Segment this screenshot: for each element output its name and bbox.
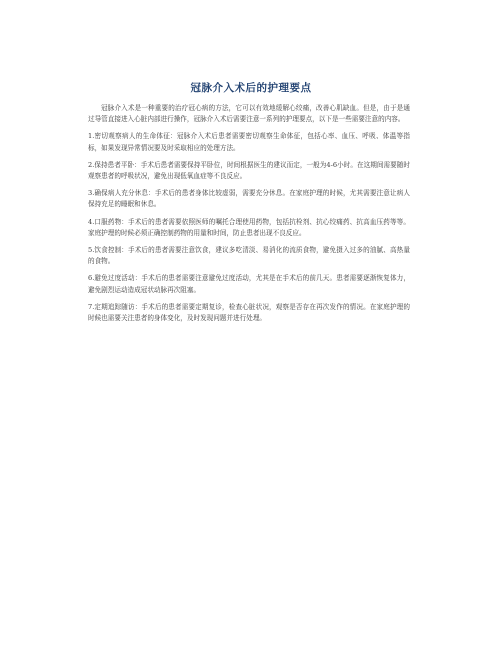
point-rest: 3.确保病人充分休息：手术后的患者身体比较虚弱，需要充分休息。在家庭护理的时候，尤其需要注意让病人保持充足的睡眠和休息。 [88,189,410,209]
point-diet: 5.饮食控制：手术后的患者需要注意饮食，建议多吃清淡、易消化的流质食物，避免摄入过多的油腻、高热量的食物。 [88,246,410,266]
point-lie-flat: 2.保持患者平卧：手术后患者需要保持平卧位，时间根据医生的建议而定，一般为4-6小时。在这期间需要随时观察患者的呼吸状况，避免出现低氧血症等不良反应。 [88,160,410,181]
page-title: 冠脉介入术后的护理要点 [190,82,312,94]
point-medication: 4.口服药物：手术后的患者需要依照医师的嘱托合理使用药物，包括抗栓剂、抗心绞痛药、抗高血压药等等。家庭护理的时候必须正确控制药物的用量和时间，防止患者出现不良反应。 [88,217,410,237]
point-follow-up: 7.定期追踪随访：手术后的患者需要定期复诊，检查心脏状况，观察是否存在再次发作的情况。在家庭护理的时候也需要关注患者的身体变化，及时发现问题并进行处理。 [88,302,410,323]
point-vital-signs: 1.密切观察病人的生命体征：冠脉介入术后患者需要密切观察生命体征，包括心率、血压、呼吸、体温等指标，如果发现异常情况要及时采取相应的处理方法。 [88,132,410,152]
document-body [88,103,410,330]
intro-paragraph: 冠脉介入术是一种重要的治疗冠心病的方法，它可以有效地缓解心绞痛，改善心肌缺血。但是，由于是通过导管直接进入心脏内部进行操作，冠脉介入术后需要注意一系列的护理要点，以下是一些需要注意的内容。 [88,104,410,124]
point-avoid-activity: 6.避免过度活动：手术后的患者需要注意避免过度活动，尤其是在手术后的前几天。患者需要逐渐恢复体力，避免剧烈运动造成冠状动脉再次阻塞。 [88,274,410,294]
